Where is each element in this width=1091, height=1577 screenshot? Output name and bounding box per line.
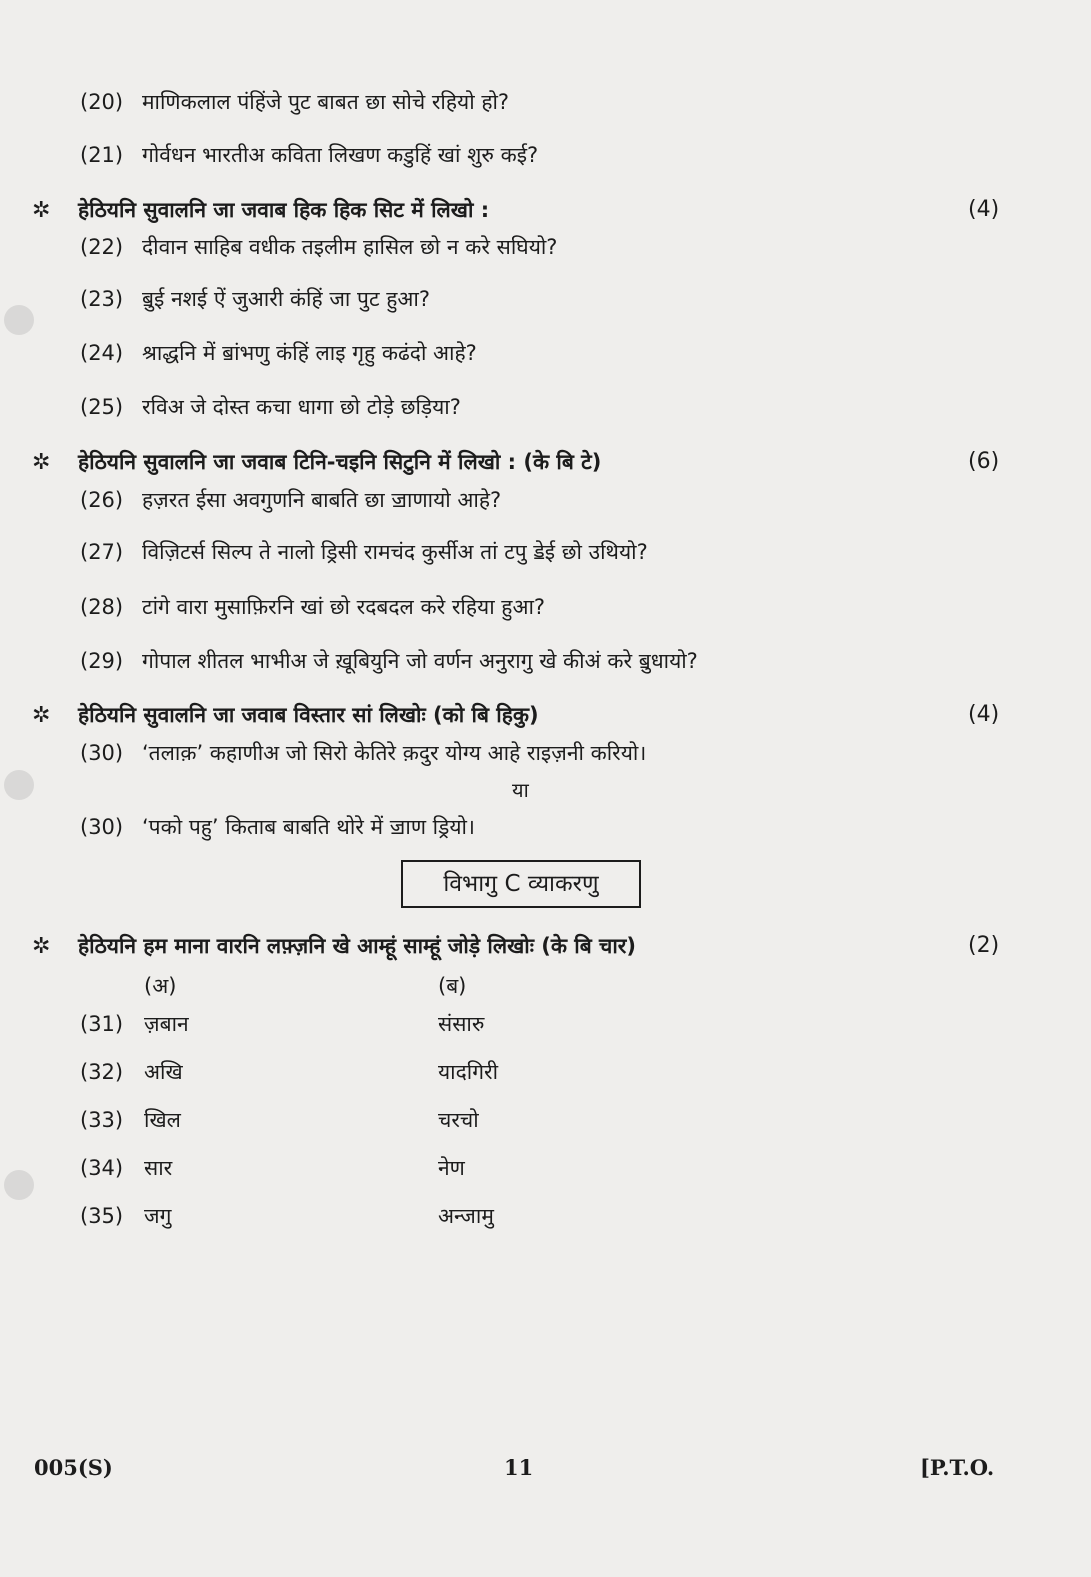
match-word-b: चरचो xyxy=(438,1108,479,1132)
question-number: (21) xyxy=(80,143,124,167)
question-number: (28) xyxy=(80,595,124,619)
marks-label: (4) xyxy=(968,197,1000,222)
question-30-a xyxy=(80,739,646,767)
question-number: (23) xyxy=(80,287,124,311)
paper-code: 005(S) xyxy=(34,1455,113,1480)
question-text: श्राद्धनि में ॿांभणु कंहिं लाइ गृहु कढंदो आहे? xyxy=(142,341,477,365)
question-text: टांगे वारा मुसाफ़िरनि खां छो रदबदल करे रहिया हुआ? xyxy=(142,595,546,619)
instruction-text: हेठियनि सुवालनि जा जवाब विस्तार सां लिखोः (को बि हिकु) xyxy=(78,703,539,727)
instruction-text: हेठियनि सुवालनि जा जवाब टिनि-चइनि सिटुनि में लिखो : (के बि टे) xyxy=(78,450,602,474)
match-number: (35) xyxy=(80,1204,124,1228)
match-number: (33) xyxy=(80,1108,124,1132)
question-text: ‘तलाक़’ कहाणीअ जो सिरो केतिरे क़दुर योग्य आहे राइज़नी करियो। xyxy=(142,741,647,765)
asterisk-icon: ✲ xyxy=(32,198,51,223)
page-number: 11 xyxy=(504,1455,534,1480)
question-text: दीवान साहिब वधीक तइलीम हासिल छो न करे सघियो? xyxy=(142,235,558,259)
instruction-text: हेठियनि सुवालनि जा जवाब हिक हिक सिट में लिखो : xyxy=(78,198,490,222)
question-number: (22) xyxy=(80,235,124,259)
match-word-b: यादगिरी xyxy=(438,1060,499,1084)
page-smudge xyxy=(4,1170,34,1200)
question-24 xyxy=(80,339,477,367)
match-number: (32) xyxy=(80,1060,124,1084)
match-number: (34) xyxy=(80,1156,124,1180)
instruction-text: हेठियनि हम माना वारनि लफ़्ज़नि खे आम्हूं साम्हूं जोड़े लिखोः (के बि चार) xyxy=(78,934,636,958)
section-title: विभागु C व्याकरणु xyxy=(401,860,641,908)
question-number: (26) xyxy=(80,488,124,512)
asterisk-icon: ✲ xyxy=(32,934,51,959)
question-text: ‘पको पहु’ किताब बाबति थोरे में ॼाण ड्रियो। xyxy=(142,815,475,839)
match-word-a: ज़बान xyxy=(144,1012,189,1036)
question-text: माणिकलाल पंहिंजे पुट बाबत छा सोचे रहियो हो? xyxy=(142,90,510,114)
question-text: गोर्वधन भारतीअ कविता लिखण कडुहिं खां शुरु कई? xyxy=(142,143,539,167)
match-word-a: खिल xyxy=(144,1108,181,1132)
question-number: (27) xyxy=(80,540,124,564)
question-23 xyxy=(80,285,430,313)
question-20 xyxy=(80,88,509,116)
match-word-b: संसारु xyxy=(438,1012,485,1036)
question-text: रविअ जे दोस्त कचा धागा छो टोड़े छड़िया? xyxy=(142,395,461,419)
question-number: (20) xyxy=(80,90,124,114)
column-a-heading: (अ) xyxy=(144,974,177,998)
question-text: ॿुई नशई ऐं जुआरी कंहिं जा पुट हुआ? xyxy=(142,287,430,311)
question-27 xyxy=(80,538,648,566)
marks-label: (4) xyxy=(968,702,1000,727)
marks-label: (6) xyxy=(968,449,1000,474)
question-21 xyxy=(80,141,538,169)
question-text: विज़िटर्स सिल्प ते नालो ड्रिसी रामचंद कुर्सीअ तां टपु ॾेई छो उथियो? xyxy=(142,540,648,564)
question-number: (25) xyxy=(80,395,124,419)
question-25 xyxy=(80,393,461,421)
asterisk-icon: ✲ xyxy=(32,450,51,475)
question-number: (29) xyxy=(80,649,124,673)
match-word-a: अखि xyxy=(144,1060,183,1084)
instruction-short-answer xyxy=(32,448,601,477)
match-word-a: सार xyxy=(144,1156,173,1180)
question-number: (30) xyxy=(80,741,124,765)
question-29 xyxy=(80,647,698,675)
question-number: (24) xyxy=(80,341,124,365)
question-30-b xyxy=(80,813,475,841)
instruction-match xyxy=(32,932,636,961)
page-smudge xyxy=(4,305,34,335)
question-26 xyxy=(80,486,501,514)
column-b-heading: (ब) xyxy=(438,974,467,998)
instruction-long-answer xyxy=(32,701,539,730)
question-text: गोपाल शीतल भाभीअ जे ख़ूबियुनि जो वर्णन अनुरागु खे कीअं करे ॿुधायो? xyxy=(142,649,698,673)
question-text: हज़रत ईसा अवगुणनि बाबति छा ॼाणायो आहे? xyxy=(142,488,502,512)
question-28 xyxy=(80,593,545,621)
instruction-one-line xyxy=(32,196,489,225)
page-smudge xyxy=(4,770,34,800)
or-label: या xyxy=(512,778,529,802)
question-22 xyxy=(80,233,557,261)
pto-label: [P.T.O. xyxy=(920,1455,995,1480)
question-number: (30) xyxy=(80,815,124,839)
marks-label: (2) xyxy=(968,933,1000,958)
asterisk-icon: ✲ xyxy=(32,703,51,728)
match-word-a: जगु xyxy=(144,1204,172,1228)
match-word-b: अन्जामु xyxy=(438,1204,494,1228)
match-word-b: नेण xyxy=(438,1156,465,1180)
match-number: (31) xyxy=(80,1012,124,1036)
